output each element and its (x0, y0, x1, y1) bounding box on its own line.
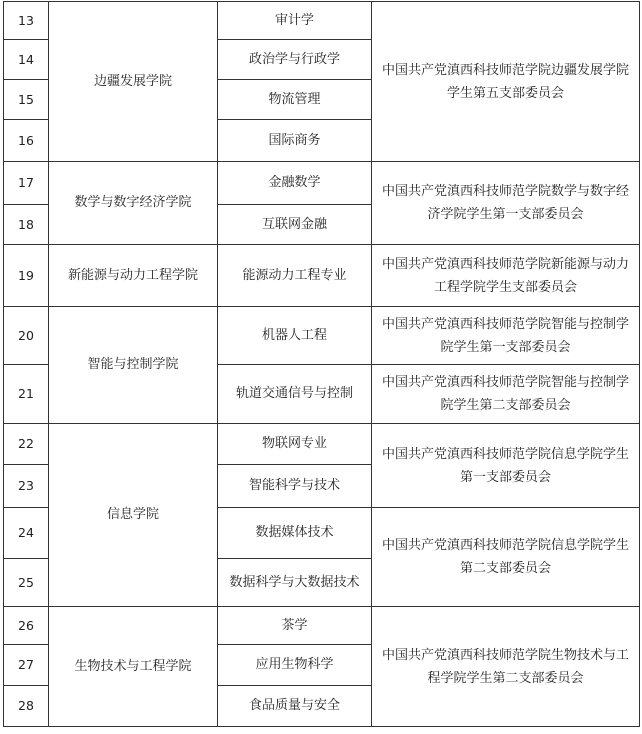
major-name: 智能科学与技术 (218, 465, 372, 508)
row-number: 27 (4, 645, 49, 686)
committee-name: 中国共产党滇西科技师范学院信息学院学生第二支部委员会 (372, 508, 640, 607)
major-name: 互联网金融 (218, 205, 372, 245)
major-name: 金融数学 (218, 162, 372, 205)
committee-name: 中国共产党滇西科技师范学院智能与控制学院学生第二支部委员会 (372, 365, 640, 424)
major-name: 国际商务 (218, 120, 372, 162)
row-number: 13 (4, 2, 49, 40)
college-name: 新能源与动力工程学院 (49, 245, 218, 307)
college-name: 数学与数字经济学院 (49, 162, 218, 245)
row-number: 28 (4, 686, 49, 727)
college-name: 智能与控制学院 (49, 307, 218, 424)
major-name: 审计学 (218, 2, 372, 40)
major-name: 轨道交通信号与控制 (218, 365, 372, 424)
table-row (4, 424, 640, 465)
row-number: 16 (4, 120, 49, 162)
table-row (4, 162, 640, 205)
table-row (4, 2, 640, 40)
major-name: 食品质量与安全 (218, 686, 372, 727)
major-name: 政治学与行政学 (218, 40, 372, 80)
major-name: 物联网专业 (218, 424, 372, 465)
branch-committee-table (3, 1, 640, 727)
row-number: 26 (4, 607, 49, 645)
row-number: 23 (4, 465, 49, 508)
row-number: 19 (4, 245, 49, 307)
row-number: 25 (4, 559, 49, 607)
major-name: 应用生物科学 (218, 645, 372, 686)
major-name: 茶学 (218, 607, 372, 645)
committee-name: 中国共产党滇西科技师范学院新能源与动力工程学院学生支部委员会 (372, 245, 640, 307)
committee-name: 中国共产党滇西科技师范学院数学与数字经济学院学生第一支部委员会 (372, 162, 640, 245)
committee-name: 中国共产党滇西科技师范学院生物技术与工程学院学生第二支部委员会 (372, 607, 640, 727)
major-name: 能源动力工程专业 (218, 245, 372, 307)
committee-name: 中国共产党滇西科技师范学院智能与控制学院学生第一支部委员会 (372, 307, 640, 365)
row-number: 22 (4, 424, 49, 465)
table-row (4, 307, 640, 365)
row-number: 20 (4, 307, 49, 365)
row-number: 18 (4, 205, 49, 245)
table-row (4, 245, 640, 307)
row-number: 21 (4, 365, 49, 424)
major-name: 物流管理 (218, 80, 372, 120)
college-name: 信息学院 (49, 424, 218, 607)
committee-name: 中国共产党滇西科技师范学院信息学院学生第一支部委员会 (372, 424, 640, 508)
row-number: 14 (4, 40, 49, 80)
row-number: 17 (4, 162, 49, 205)
major-name: 数据媒体技术 (218, 508, 372, 559)
table-row (4, 607, 640, 645)
major-name: 机器人工程 (218, 307, 372, 365)
college-name: 边疆发展学院 (49, 2, 218, 162)
committee-name: 中国共产党滇西科技师范学院边疆发展学院学生第五支部委员会 (372, 2, 640, 162)
major-name: 数据科学与大数据技术 (218, 559, 372, 607)
row-number: 15 (4, 80, 49, 120)
row-number: 24 (4, 508, 49, 559)
college-name: 生物技术与工程学院 (49, 607, 218, 727)
